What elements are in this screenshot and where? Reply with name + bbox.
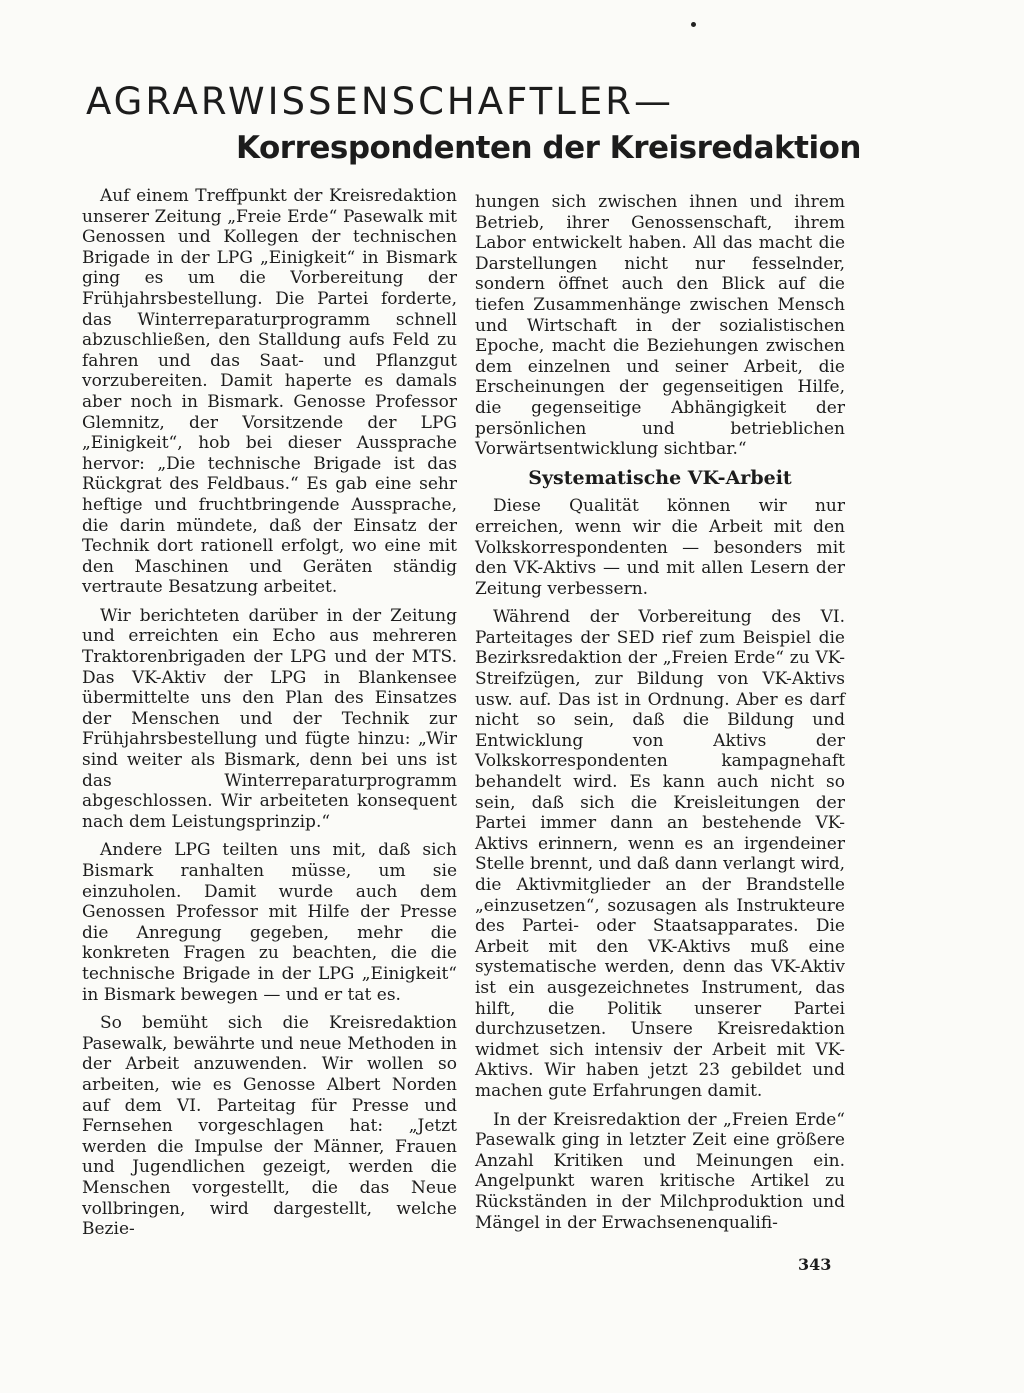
paragraph: Wir berichteten darüber in der Zeitung und erreichten ein Echo aus mehreren Traktorenbrigaden der LPG und der MTS. Das VK-Aktiv der LPG in Blankensee übermittelte uns den Plan des Einsatzes der Menschen und der Technik zur Frühjahrsbestellung und fügte hinzu: „Wir sind weiter als Bismark, denn bei uns ist das Winterreparaturprogramm abgeschlossen. Wir arbeiteten konsequent nach dem Leistungsprinzip.“: [82, 605, 457, 832]
paragraph: Auf einem Treffpunkt der Kreisredaktion unserer Zeitung „Freie Erde“ Pasewalk mit Genossen und Kollegen der technischen Brigade in der LPG „Einigkeit“ in Bismark ging es um die Vorbereitung der Frühjahrsbestellung. Die Partei forderte, das Winterreparaturprogramm schnell abzuschließen, den Stalldung aufs Feld zu fahren und das Saat- und Pflanzgut vorzubereiten. Damit haperte es damals aber noch in Bismark. Genosse Professor Glemnitz, der Vorsitzende der LPG „Einigkeit“, hob bei dieser Aussprache hervor: „Die technische Brigade ist das Rückgrat des Feldbaus.“ Es gab eine sehr heftige und fruchtbringende Aussprache, die darin mündete, daß der Einsatz der Technik dort rationell erfolgt, wo eine mit den Maschinen und Geräten ständig vertraute Besatzung arbeitet.: [82, 186, 457, 598]
page-number: 343: [798, 1255, 832, 1274]
paragraph: So bemüht sich die Kreisredaktion Pasewalk, bewährte und neue Methoden in der Arbeit anzuwenden. Wir wollen so arbeiten, wie es Genosse Albert Norden auf dem VI. Parteitag für Presse und Fernsehen vorgeschlagen hat: „Jetzt werden die Impulse der Männer, Frauen und Jugendlichen gezeigt, werden die Menschen vorgestellt, die das Neue vollbringen, wird dargestellt, welche Bezie-: [82, 1013, 457, 1240]
paragraph: In der Kreisredaktion der „Freien Erde“ Pasewalk ging in letzter Zeit eine größere Anzahl Kritiken und Meinungen ein. Angelpunkt waren kritische Artikel zu Rückständen in der Milchproduktion und Mängel in der Erwachsenenqualifi-: [475, 1109, 845, 1233]
paragraph: Während der Vorbereitung des VI. Parteitages der SED rief zum Beispiel die Bezirksredaktion der „Freien Erde“ zu VK-Streifzügen, zur Bildung von VK-Aktivs usw. auf. Das ist in Ordnung. Aber es darf nicht so sein, daß die Bildung und Entwicklung von Aktivs der Volkskorrespondenten kampagnehaft behandelt wird. Es kann auch nicht so sein, daß sich die Kreisleitungen der Partei immer dann an bestehende VK-Aktivs erinnern, wenn es an irgendeiner Stelle brennt, und daß dann verlangt wird, die Aktivmitglieder an der Brandstelle „einzusetzen“, sozusagen als Instrukteure des Partei- oder Staatsapparates. Die Arbeit mit den VK-Aktivs muß eine systematische werden, denn das VK-Aktiv ist ein ausgezeichnetes Instrument, das hilft, die Politik unserer Partei durchzusetzen. Unsere Kreisredaktion widmet sich intensiv der Arbeit mit VK-Aktivs. Wir haben jetzt 23 gebildet und machen gute Erfahrungen damit.: [475, 607, 845, 1101]
paragraph-continuation: hungen sich zwischen ihnen und ihrem Betrieb, ihrer Genossenschaft, ihrem Labor entwickelt haben. All das macht die Darstellungen nicht nur fesselnder, sondern öffnet auch den Blick auf die tiefen Zusammenhänge zwischen Mensch und Wirtschaft in der sozialistischen Epoche, macht die Beziehungen zwischen dem einzelnen und seiner Arbeit, die Erscheinungen der gegenseitigen Hilfe, die gegenseitige Abhängigkeit der persönlichen und betrieblichen Vorwärtsentwicklung sichtbar.“: [475, 192, 845, 460]
section-subheading: Systematische VK-Arbeit: [528, 466, 792, 489]
paragraph: Andere LPG teilten uns mit, daß sich Bismark ranhalten müsse, um sie einzuholen. Damit wurde auch dem Genossen Professor mit Hilfe der Presse die Anregung gegeben, mehr die konkreten Fragen zu beachten, die die technische Brigade in der LPG „Einigkeit“ in Bismark bewegen — und er tat es.: [82, 840, 457, 1005]
paragraph: Diese Qualität können wir nur erreichen, wenn wir die Arbeit mit den Volkskorrespondenten — besonders mit den VK-Aktivs — und mit allen Lesern der Zeitung verbessern.: [475, 496, 845, 599]
ink-spot: [691, 22, 696, 27]
headline-line-2: Korrespondenten der Kreisredaktion: [236, 130, 861, 166]
right-column: [475, 192, 845, 1241]
headline-line-1: AGRARWISSENSCHAFTLER—: [86, 80, 674, 123]
left-column: [82, 186, 457, 1248]
